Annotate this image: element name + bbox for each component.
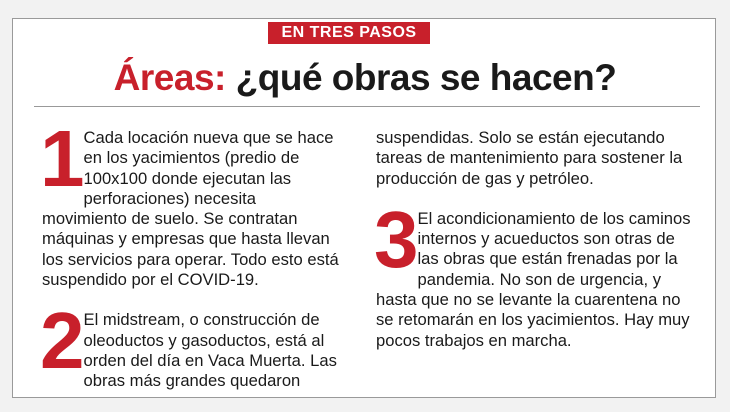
- left-column: [40, 114, 342, 392]
- divider: [34, 106, 700, 107]
- headline: [0, 56, 730, 100]
- section-tag: EN TRES PASOS: [268, 22, 430, 44]
- step-3: [374, 194, 696, 351]
- right-column: [376, 128, 696, 351]
- step-number: 2: [40, 296, 82, 386]
- headline-keyword: Áreas:: [113, 57, 226, 98]
- step-text: Cada locación nueva que se hace en los yacimientos (predio de 100x100 donde ejecutan las perforaciones) necesita movimiento de suelo. Se contratan máquinas y empresas que hasta llevan los servicios para operar. Todo esto está suspendido por el COVID-19.: [42, 128, 339, 290]
- step-text: suspendidas. Solo se están ejecutando tareas de mantenimiento para sostener la producción de gas y petróleo.: [376, 128, 683, 188]
- step-number: 3: [374, 194, 416, 284]
- headline-question: ¿qué obras se hacen?: [235, 57, 617, 98]
- step-number: 1: [40, 114, 82, 203]
- step-2: [40, 296, 342, 391]
- step-1: [40, 114, 342, 290]
- step-text: El midstream, o construcción de oleoductos y gasoductos, está al orden del día en Vaca Muerta. Las obras más grandes quedaron: [83, 310, 337, 391]
- step-2-continued: [376, 128, 696, 189]
- step-text: El acondicionamiento de los caminos internos y acueductos son otras de las obras que están frenadas por la pandemia. No son de urgencia, y hasta que no se levante la cuarentena no se retomarán en los yacimientos. Hay muy pocos trabajos en marcha.: [376, 208, 691, 350]
